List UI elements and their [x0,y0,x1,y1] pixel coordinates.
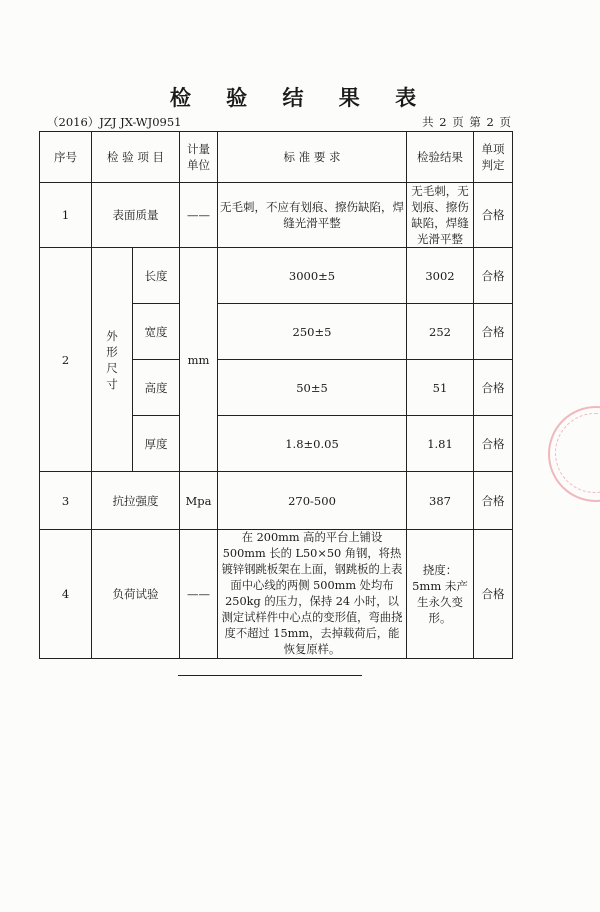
result-cell: 无毛刺，无划痕、擦伤缺陷，焊缝光滑平整 [407,183,474,248]
document-number: （2016）JZJ JX-WJ0951 [47,115,182,129]
results-table [39,131,513,659]
item-cell: 表面质量 [92,183,180,248]
page-info: 共 2 页 第 2 页 [422,115,512,129]
sub-item-cell: 宽度 [133,304,180,360]
seq-cell: 4 [40,530,92,659]
unit-cell: —— [180,183,218,248]
header-seq: 序号 [40,132,92,183]
item-cell: 负荷试验 [92,530,180,659]
standard-cell: 50±5 [218,360,407,416]
item-cell: 抗拉强度 [92,472,180,530]
table-header-row [40,132,513,183]
standard-cell: 270-500 [218,472,407,530]
result-cell: 1.81 [407,416,474,472]
standard-cell: 在 200mm 高的平台上铺设 500mm 长的 L50×50 角钢，将热镀锌钢跳板架在上面，钢跳板的上表面中心线的两侧 500mm 处均布 250kg 的压力，保持 24 小时，以测定试样件中心点的变形值，弯曲挠度不超过 15mm，去掉载荷后，能恢复原样。 [218,530,407,659]
seq-cell: 3 [40,472,92,530]
standard-cell: 3000±5 [218,248,407,304]
result-cell: 挠度：5mm 未产生永久变形。 [407,530,474,659]
table-row-tensile [40,472,513,530]
header-result: 检验结果 [407,132,474,183]
unit-cell: mm [180,248,218,472]
standard-cell: 250±5 [218,304,407,360]
judge-cell: 合格 [474,360,513,416]
sub-item-cell: 长度 [133,248,180,304]
judge-cell: 合格 [474,248,513,304]
standard-cell: 1.8±0.05 [218,416,407,472]
unit-cell: —— [180,530,218,659]
header-standard: 标 准 要 求 [218,132,407,183]
group-cell: 外形尺寸 [92,248,133,472]
judge-cell: 合格 [474,416,513,472]
seq-cell: 1 [40,183,92,248]
header-item: 检 验 项 目 [92,132,180,183]
page-title: 检 验 结 果 表 [169,85,431,110]
seq-cell: 2 [40,248,92,472]
judge-cell: 合格 [474,183,513,248]
unit-cell: Mpa [180,472,218,530]
result-cell: 387 [407,472,474,530]
judge-cell: 合格 [474,472,513,530]
sub-item-cell: 厚度 [133,416,180,472]
standard-cell: 无毛刺，不应有划痕、擦伤缺陷，焊缝光滑平整 [218,183,407,248]
table-row-length [40,248,513,304]
result-cell: 3002 [407,248,474,304]
header-judge: 单项 判定 [474,132,513,183]
judge-cell: 合格 [474,530,513,659]
sub-item-cell: 高度 [133,360,180,416]
end-rule [178,675,362,676]
table-row-load [40,530,513,659]
result-cell: 252 [407,304,474,360]
result-cell: 51 [407,360,474,416]
header-unit: 计量 单位 [180,132,218,183]
judge-cell: 合格 [474,304,513,360]
table-row-surface [40,183,513,248]
